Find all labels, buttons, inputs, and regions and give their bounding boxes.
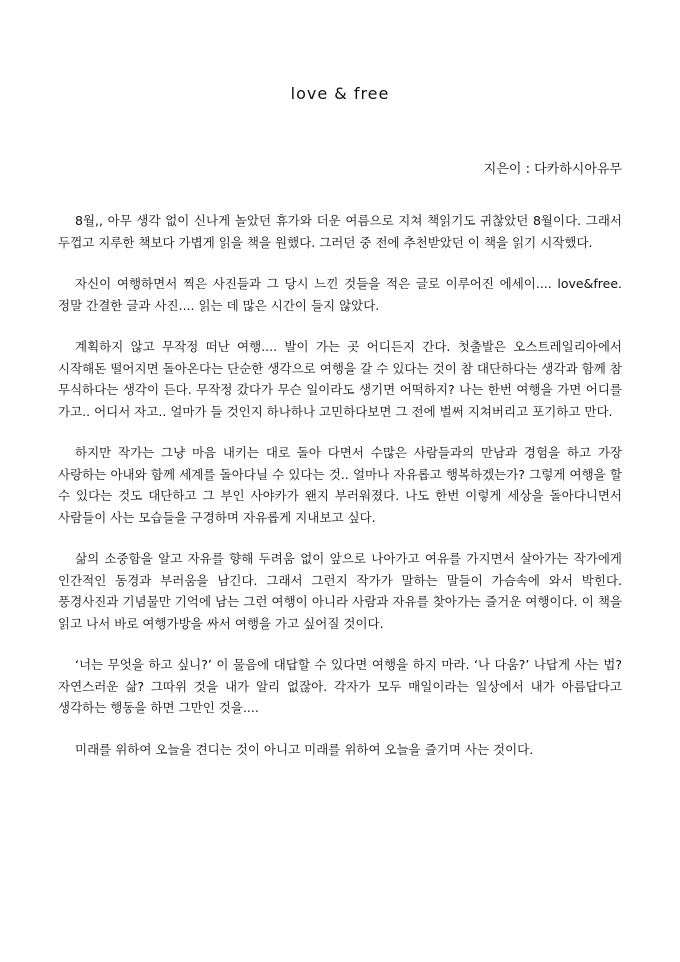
- document-body: [58, 210, 622, 780]
- author-line: 지은이 : 다카하시아유무: [483, 162, 622, 177]
- document-title: love & free: [290, 84, 390, 103]
- paragraph: 하지만 작가는 그냥 마음 내키는 대로 돌아 다면서 수많은 사람들과의 만남과 경험을 하고 가장 사랑하는 아내와 함께 세계를 돌아다닐 수 있다는 것.. 얼마나 자유롭고 행복하겠는가? 그렇게 여행을 할 수 있다는 것도 대단하고 그 부인 사야카가 왠지 부러워졌다. 나도 한번 이렇게 세상을 돌아다니면서 사람들이 사는 모습들을 구경하며 자유롭게 지내보고 싶다.: [58, 445, 622, 525]
- paragraph: 계획하지 않고 무작정 떠난 여행.... 발이 가는 곳 어디든지 간다. 첫출발은 오스트레일리아에서 시작해돈 떨어지면 돌아온다는 단순한 생각으로 여행을 갈 수 있다는 것이 참 대단하다는 생각과 함께 참 무식하다는 생각이 든다. 무작정 갔다가 무슨 일이라도 생기면 어떡하지? 나는 한번 여행을 가면 어디를 가고.. 어디서 자고.. 얼마가 들 것인지 하나하나 고민하다보면 그 전에 벌써 지쳐버리고 포기하고 만다.: [58, 339, 622, 419]
- paragraph: 미래를 위하여 오늘을 견디는 것이 아니고 미래를 위하여 오늘을 즐기며 사는 것이다.: [75, 741, 534, 757]
- paragraph: 자신이 여행하면서 찍은 사진들과 그 당시 느낀 것들을 적은 글로 이루어진 에세이.... love&free. 정말 간결한 글과 사진.... 읽는 데 많은 시간이 들지 않았다.: [58, 276, 622, 313]
- paragraph: ‘너는 무엇을 하고 싶니?’ 이 물음에 대답할 수 있다면 여행을 하지 마라. ‘나 다움?’ 나답게 사는 법? 자연스러운 삶? 그따위 것을 내가 알리 없잖아. 각자가 모두 매일이라는 일상에서 내가 아름답다고 생각하는 행동을 하면 그만인 것을....: [58, 657, 622, 715]
- paragraph: 삶의 소중함을 알고 자유를 향해 두려움 없이 앞으로 나아가고 여유를 가지면서 살아가는 작가에게 인간적인 동경과 부러움을 남긴다. 그래서 그런지 작가가 말하는 말들이 가슴속에 와서 박힌다. 풍경사진과 기념물만 기억에 남는 그런 여행이 아니라 사람과 자유를 찾아가는 즐거운 여행이다. 이 책을 읽고 나서 바로 여행가방을 싸서 여행을 가고 싶어질 것이다.: [58, 551, 622, 631]
- paragraph: 8월,, 아무 생각 없이 신나게 놀았던 휴가와 더운 여름으로 지쳐 책읽기도 귀찮았던 8월이다. 그래서 두껍고 지루한 책보다 가볍게 읽을 책을 원했다. 그러던 중 전에 추천받았던 이 책을 읽기 시작했다.: [58, 213, 622, 250]
